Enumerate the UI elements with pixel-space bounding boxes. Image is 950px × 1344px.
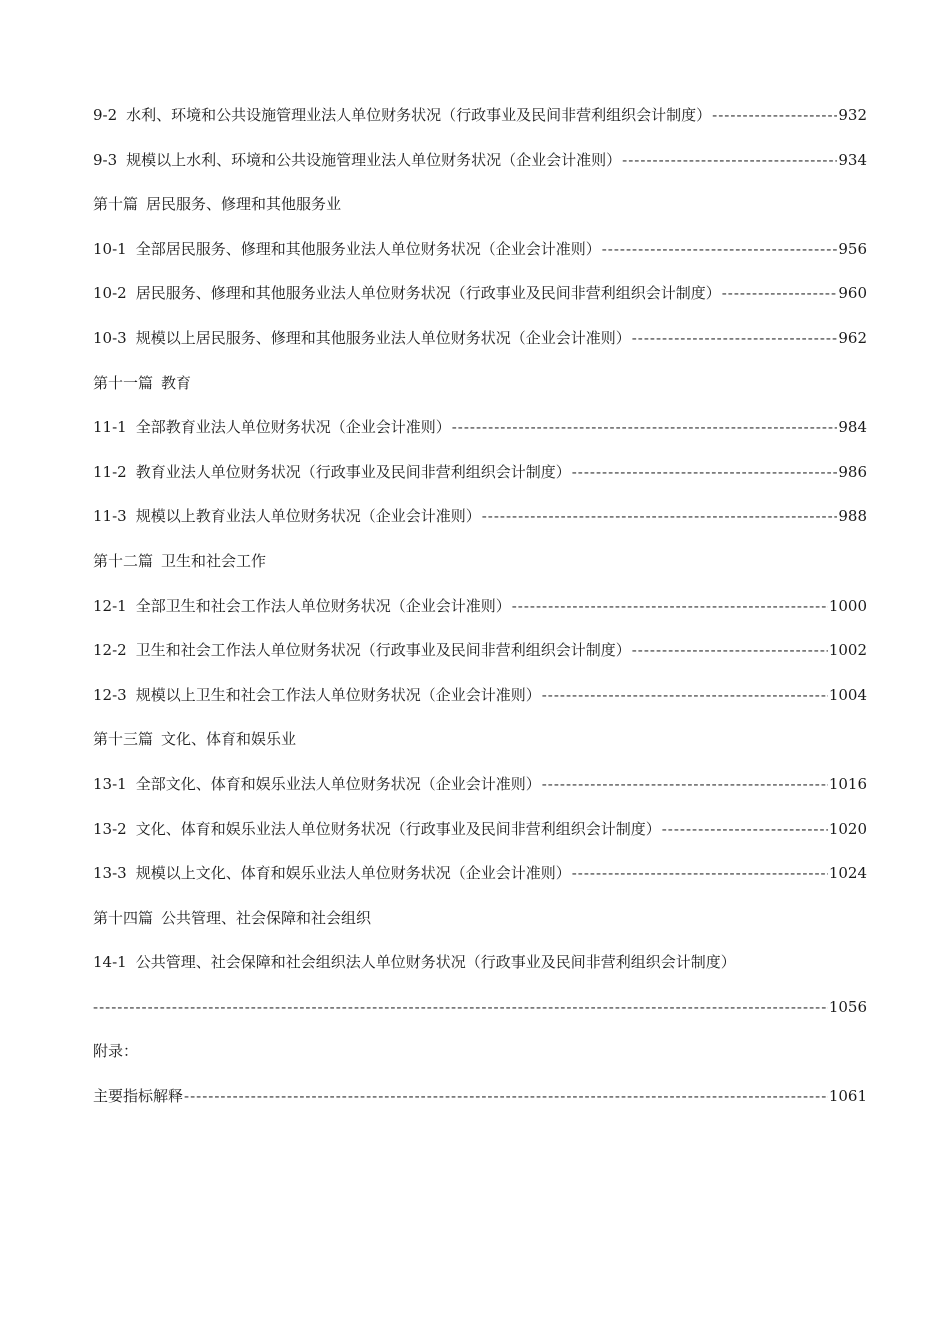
entry-title: 主要指标解释 xyxy=(93,1087,184,1106)
entry-code: 10-2 xyxy=(93,284,127,303)
section-title: 居民服务、修理和其他服务业 xyxy=(146,195,342,214)
entry-code: 9-2 xyxy=(93,106,118,124)
section-heading-14 xyxy=(93,903,867,948)
entry-title: 规模以上居民服务、修理和其他服务业法人单位财务状况（企业会计准则） xyxy=(135,328,631,347)
entry-page-number: 988 xyxy=(838,507,867,526)
dot-leader xyxy=(542,680,828,710)
entry-title: 文化、体育和娱乐业法人单位财务状况（行政事业及民间非营利组织会计制度） xyxy=(135,819,661,838)
entry-page-number: 1056 xyxy=(828,997,867,1016)
toc-entry-14-1-continuation[interactable] xyxy=(93,992,867,1037)
toc-entry-11-3[interactable] xyxy=(93,501,867,546)
entry-page-number: 1061 xyxy=(828,1087,867,1106)
entry-title: 水利、环境和公共设施管理业法人单位财务状况（行政事业及民间非营利组织会计制度） xyxy=(126,106,712,124)
dot-leader xyxy=(662,814,828,844)
dot-leader xyxy=(572,858,828,888)
entry-code: 13-3 xyxy=(93,864,127,883)
entry-page-number: 1000 xyxy=(828,596,867,615)
toc-entry-10-1[interactable] xyxy=(93,234,867,279)
section-number: 第十一篇 xyxy=(93,373,154,392)
section-heading-13 xyxy=(93,724,867,769)
section-number: 第十三篇 xyxy=(93,730,154,749)
dot-leader xyxy=(622,145,837,175)
section-number: 第十二篇 xyxy=(93,551,154,570)
entry-page-number: 1004 xyxy=(828,685,867,704)
entry-title: 卫生和社会工作法人单位财务状况（行政事业及民间非营利组织会计制度） xyxy=(135,641,631,660)
entry-code: 10-1 xyxy=(93,239,127,258)
toc-entry-10-3[interactable] xyxy=(93,323,867,368)
dot-leader xyxy=(572,457,838,487)
entry-title: 全部卫生和社会工作法人单位财务状况（企业会计准则） xyxy=(135,596,511,615)
entry-code: 13-1 xyxy=(93,774,127,793)
dot-leader xyxy=(712,100,837,130)
entry-code: 10-3 xyxy=(93,328,127,347)
entry-title: 全部教育业法人单位财务状况（企业会计准则） xyxy=(135,418,451,437)
toc-entry-10-2[interactable] xyxy=(93,278,867,323)
entry-title: 规模以上文化、体育和娱乐业法人单位财务状况（企业会计准则） xyxy=(135,864,571,883)
dot-leader xyxy=(722,278,838,308)
section-number: 第十四篇 xyxy=(93,908,154,927)
toc-entry-12-2[interactable] xyxy=(93,635,867,680)
entry-page-number: 1016 xyxy=(828,774,867,793)
toc-entry-11-2[interactable] xyxy=(93,457,867,502)
section-title: 公共管理、社会保障和社会组织 xyxy=(161,908,372,927)
section-number: 第十篇 xyxy=(93,195,139,214)
section-title: 文化、体育和娱乐业 xyxy=(161,730,297,749)
dot-leader xyxy=(632,635,828,665)
toc-entry-12-3[interactable] xyxy=(93,680,867,725)
entry-page-number: 960 xyxy=(838,284,867,303)
toc-entry-13-3[interactable] xyxy=(93,858,867,903)
toc-entry-12-1[interactable] xyxy=(93,591,867,636)
entry-code: 12-1 xyxy=(93,596,127,615)
toc-entry-9-3[interactable] xyxy=(93,145,867,190)
entry-title: 全部居民服务、修理和其他服务业法人单位财务状况（企业会计准则） xyxy=(135,239,601,258)
entry-page-number: 962 xyxy=(838,328,867,347)
appendix-heading: 附录： xyxy=(93,1042,139,1061)
section-heading-12 xyxy=(93,546,867,591)
section-title: 卫生和社会工作 xyxy=(161,551,267,570)
toc-entry-13-2[interactable] xyxy=(93,814,867,859)
entry-code: 13-2 xyxy=(93,819,127,838)
entry-code: 14-1 xyxy=(93,953,127,972)
entry-page-number: 1002 xyxy=(828,641,867,660)
dot-leader xyxy=(482,501,838,531)
entry-code: 12-3 xyxy=(93,685,127,704)
dot-leader xyxy=(452,412,838,442)
toc-entry-13-1[interactable] xyxy=(93,769,867,814)
toc-entry-14-1[interactable] xyxy=(93,947,867,992)
entry-code: 12-2 xyxy=(93,641,127,660)
entry-title: 公共管理、社会保障和社会组织法人单位财务状况（行政事业及民间非营利组织会计制度） xyxy=(135,953,736,972)
dot-leader xyxy=(93,992,828,1022)
entry-title: 教育业法人单位财务状况（行政事业及民间非营利组织会计制度） xyxy=(135,462,571,481)
section-title: 教育 xyxy=(161,373,192,392)
entry-title: 规模以上卫生和社会工作法人单位财务状况（企业会计准则） xyxy=(135,685,541,704)
entry-title: 规模以上教育业法人单位财务状况（企业会计准则） xyxy=(135,507,481,526)
entry-title: 全部文化、体育和娱乐业法人单位财务状况（企业会计准则） xyxy=(135,774,541,793)
entry-page-number: 984 xyxy=(838,418,867,437)
entry-code: 11-2 xyxy=(93,462,127,481)
dot-leader xyxy=(542,769,828,799)
dot-leader xyxy=(602,234,838,264)
entry-page-number: 986 xyxy=(838,462,867,481)
entry-code: 11-1 xyxy=(93,418,127,437)
dot-leader xyxy=(632,323,838,353)
toc-entry-9-2[interactable] xyxy=(93,100,867,145)
entry-page-number: 956 xyxy=(838,239,867,258)
section-heading-11 xyxy=(93,368,867,413)
entry-code: 9-3 xyxy=(93,150,118,169)
entry-page-number: 932 xyxy=(838,106,867,124)
toc-entry-11-1[interactable] xyxy=(93,412,867,457)
section-heading-10 xyxy=(93,189,867,234)
toc-entry-appendix-indicators[interactable] xyxy=(93,1081,867,1126)
entry-title: 规模以上水利、环境和公共设施管理业法人单位财务状况（企业会计准则） xyxy=(126,150,622,169)
entry-page-number: 1024 xyxy=(828,864,867,883)
entry-code: 11-3 xyxy=(93,507,127,526)
entry-page-number: 1020 xyxy=(828,819,867,838)
entry-page-number: 934 xyxy=(838,150,867,169)
dot-leader xyxy=(512,591,828,621)
table-of-contents xyxy=(93,100,867,1126)
dot-leader xyxy=(184,1081,828,1111)
entry-title: 居民服务、修理和其他服务业法人单位财务状况（行政事业及民间非营利组织会计制度） xyxy=(135,284,721,303)
